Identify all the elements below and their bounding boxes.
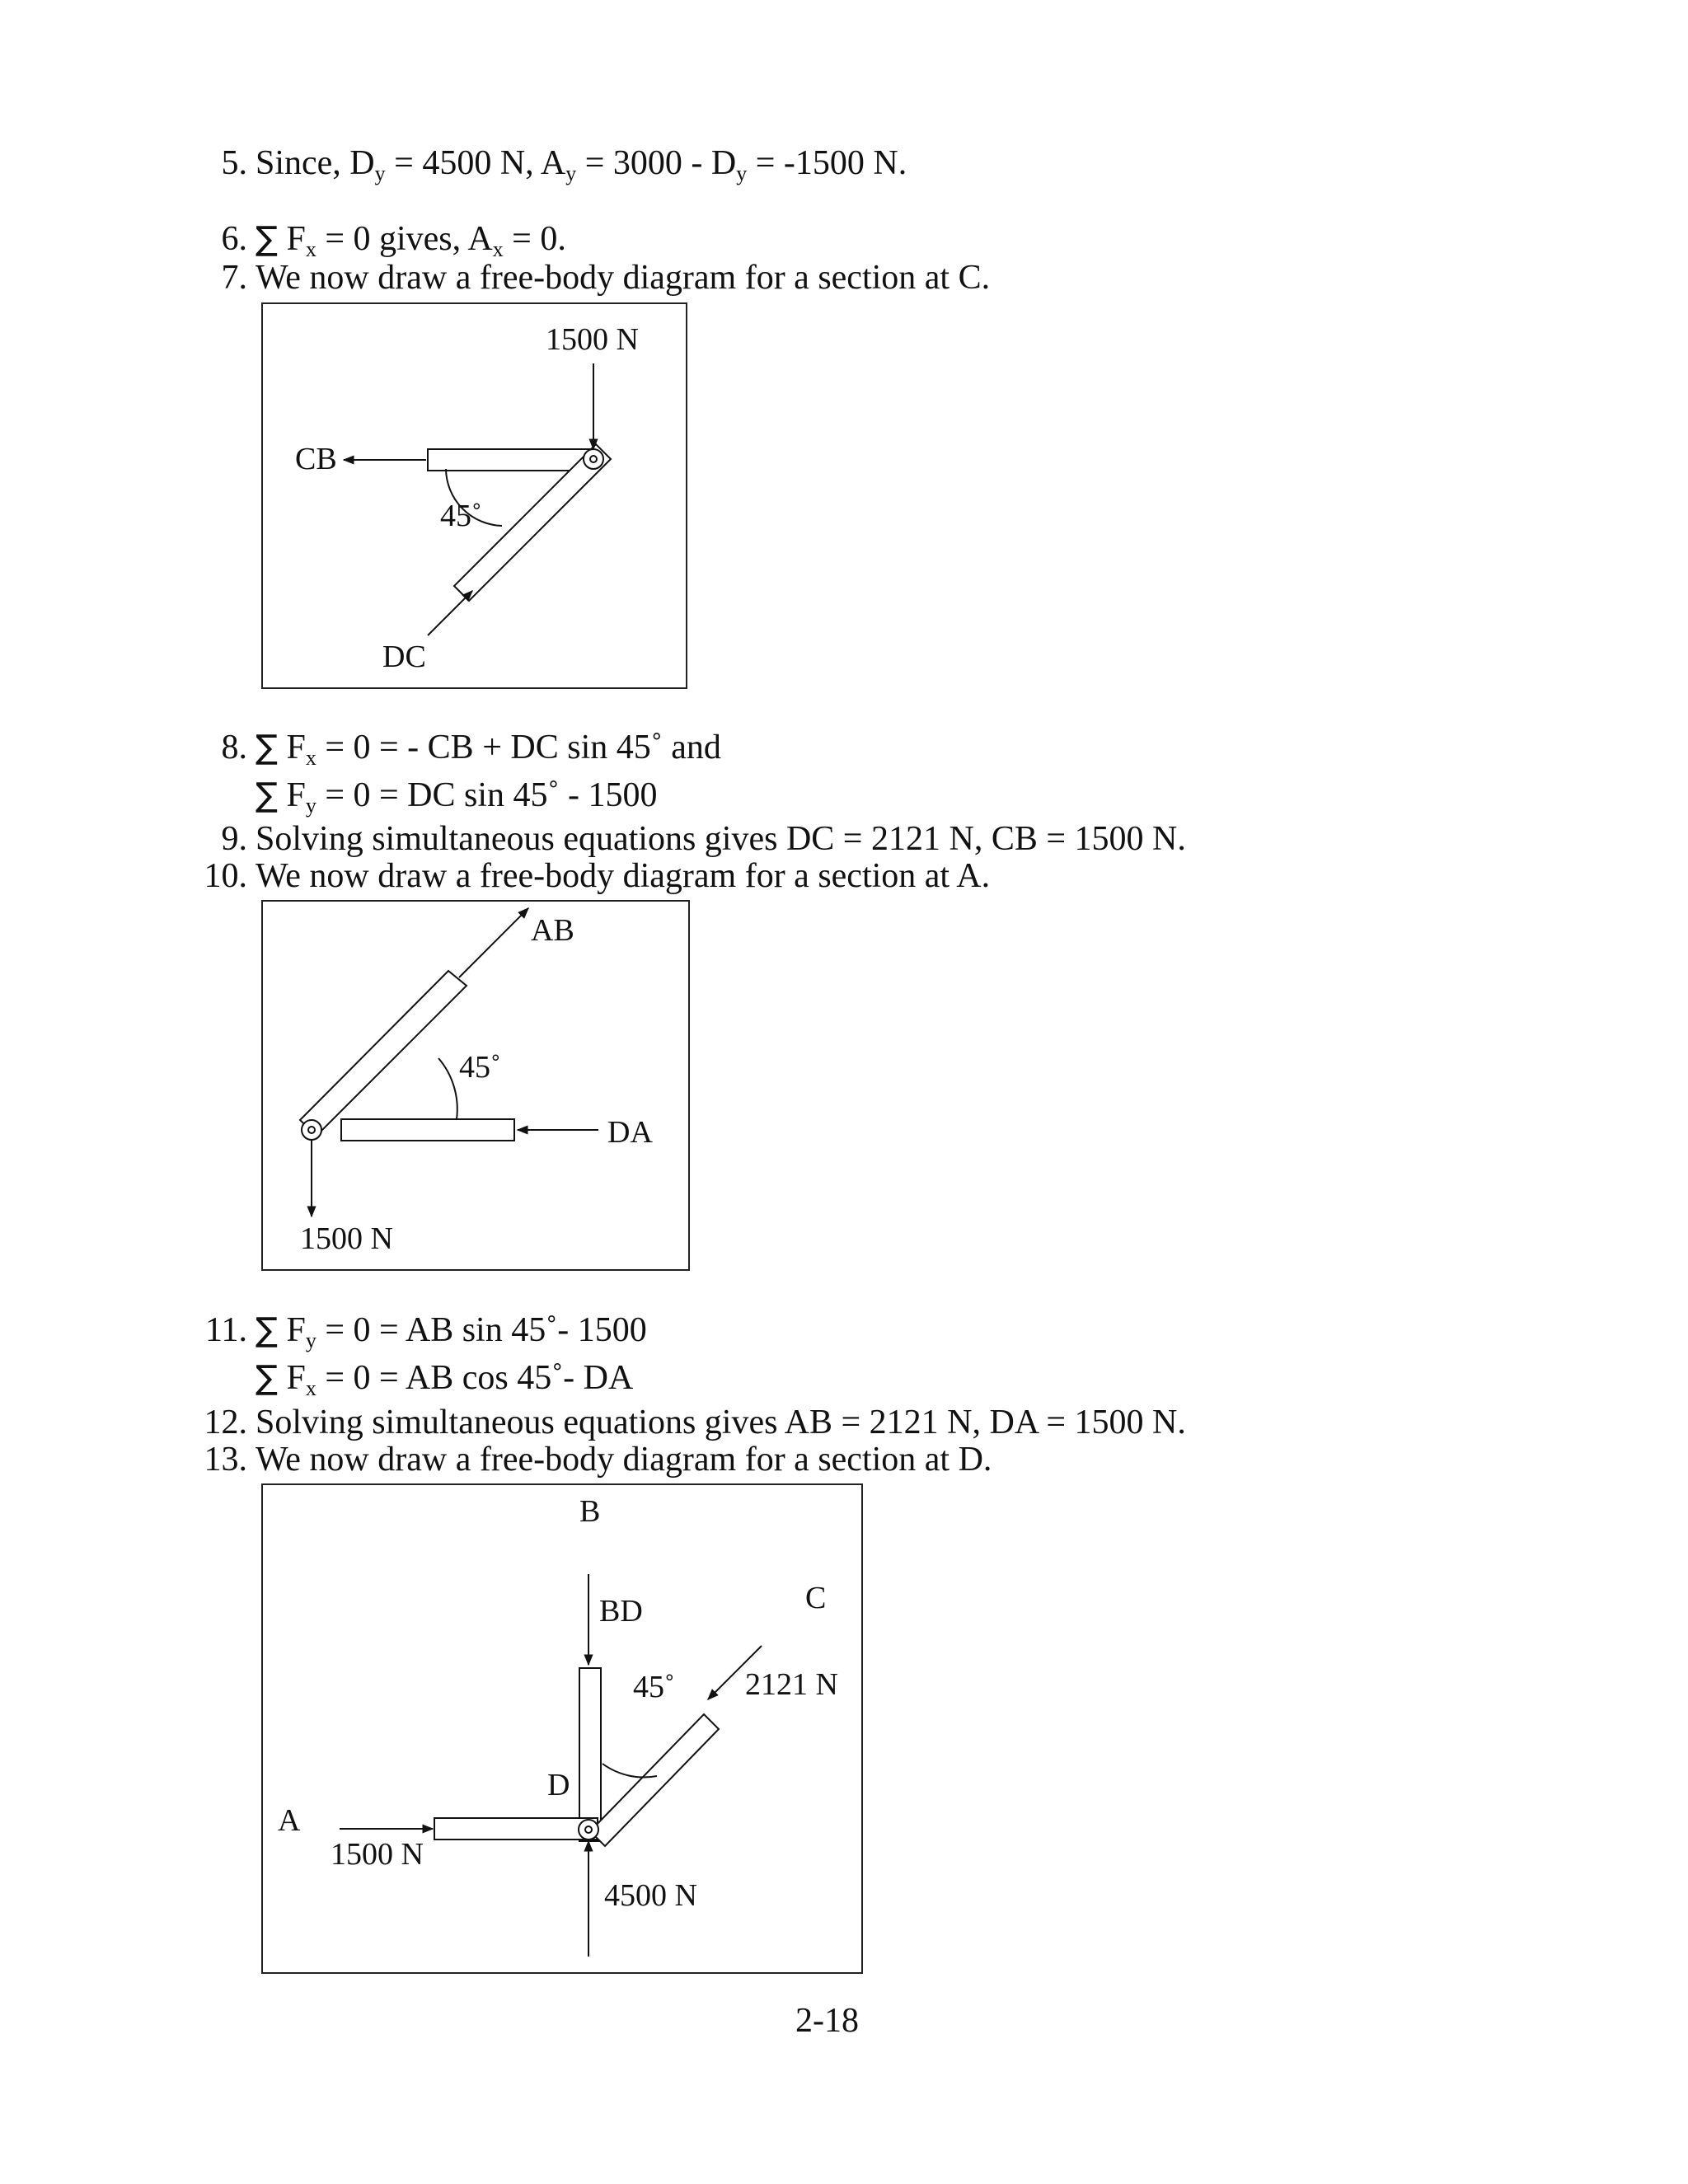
sigma-symbol: ∑ [256,776,278,814]
sigma-symbol: ∑ [256,220,278,258]
step-number: 8. [221,729,247,766]
member-ad [434,1818,598,1840]
angle-arc [438,1058,457,1119]
pin-joint [584,449,603,469]
label-1500-n: 1500 N [331,1837,424,1872]
label-bd: BD [599,1594,643,1629]
step-number: 5. [221,144,247,182]
step-text: We now draw a free-body diagram for a section at A. [256,857,991,895]
force-dc-arrow [428,591,472,635]
fbd-section-d [261,1483,863,1974]
step-number: 11. [205,1311,247,1349]
fbd-section-a [261,900,690,1271]
step-text: ∑ $F_y = 0$ = DC sin 45˚ - 1500 [256,776,658,818]
step-number: 7. [221,259,247,297]
member-cb [428,449,591,471]
label-1500-n: 1500 N [300,1221,393,1256]
label-cb: CB [295,442,337,476]
member-da [341,1119,514,1141]
fbd-section-c-drawing [263,304,689,691]
label-angle: 45˚ [459,1050,501,1085]
step-text: ∑ $F_y = 0$ = AB sin 45˚- 1500 [256,1311,647,1352]
step-number: 9. [221,820,247,858]
member-ab [300,971,467,1136]
step-text: Solving simultaneous equations gives DC = 2121 N, CB = 1500 N. [256,820,1186,858]
sigma-symbol: ∑ [256,1311,278,1349]
step-number: 10. [204,857,247,895]
step-text: We now draw a free-body diagram for a section at C. [256,259,991,297]
step-number: 13. [204,1441,247,1479]
sigma-symbol: ∑ [256,1359,278,1397]
step-text: Since, $D_y = 4500$ N, $A_y = 3000 - D_y = -1500$ N. [256,144,907,185]
pin-joint [302,1120,321,1140]
label-dc: DC [382,640,426,674]
label-1500-n: 1500 N [546,322,639,357]
fbd-section-d-drawing [263,1485,865,1975]
label-a: A [278,1803,301,1838]
label-angle: 45˚ [440,499,482,533]
label-c: C [805,1581,827,1615]
label-ab: AB [531,913,574,948]
step-text: ∑ $F_x = 0$ = AB cos 45˚- DA [256,1359,634,1400]
step-text: Solving simultaneous equations gives AB = 2121 N, DA = 1500 N. [256,1404,1186,1441]
force-ab-arrow [459,908,528,977]
label-da: DA [607,1115,653,1150]
page-number: 2-18 [795,2002,859,2040]
sigma-symbol: ∑ [256,729,278,766]
step-text: We now draw a free-body diagram for a section at D. [256,1441,992,1479]
member-bd [579,1668,601,1841]
label-angle: 45˚ [633,1670,675,1704]
label-d: D [547,1768,570,1802]
step-text: ∑ $F_x = 0$ gives, $A_x = 0$. [256,220,566,261]
label-b: B [579,1494,601,1529]
member-cd [590,1714,719,1846]
label-4500-n: 4500 N [604,1878,697,1913]
step-number: 6. [221,220,247,258]
label-2121-n: 2121 N [745,1667,838,1702]
fbd-section-c [261,302,687,689]
step-text: ∑ $F_x = 0$ = - CB + DC sin 45˚ and [256,729,721,770]
pin-joint [579,1820,598,1840]
step-number: 12. [204,1404,247,1441]
fbd-section-a-drawing [263,902,692,1272]
